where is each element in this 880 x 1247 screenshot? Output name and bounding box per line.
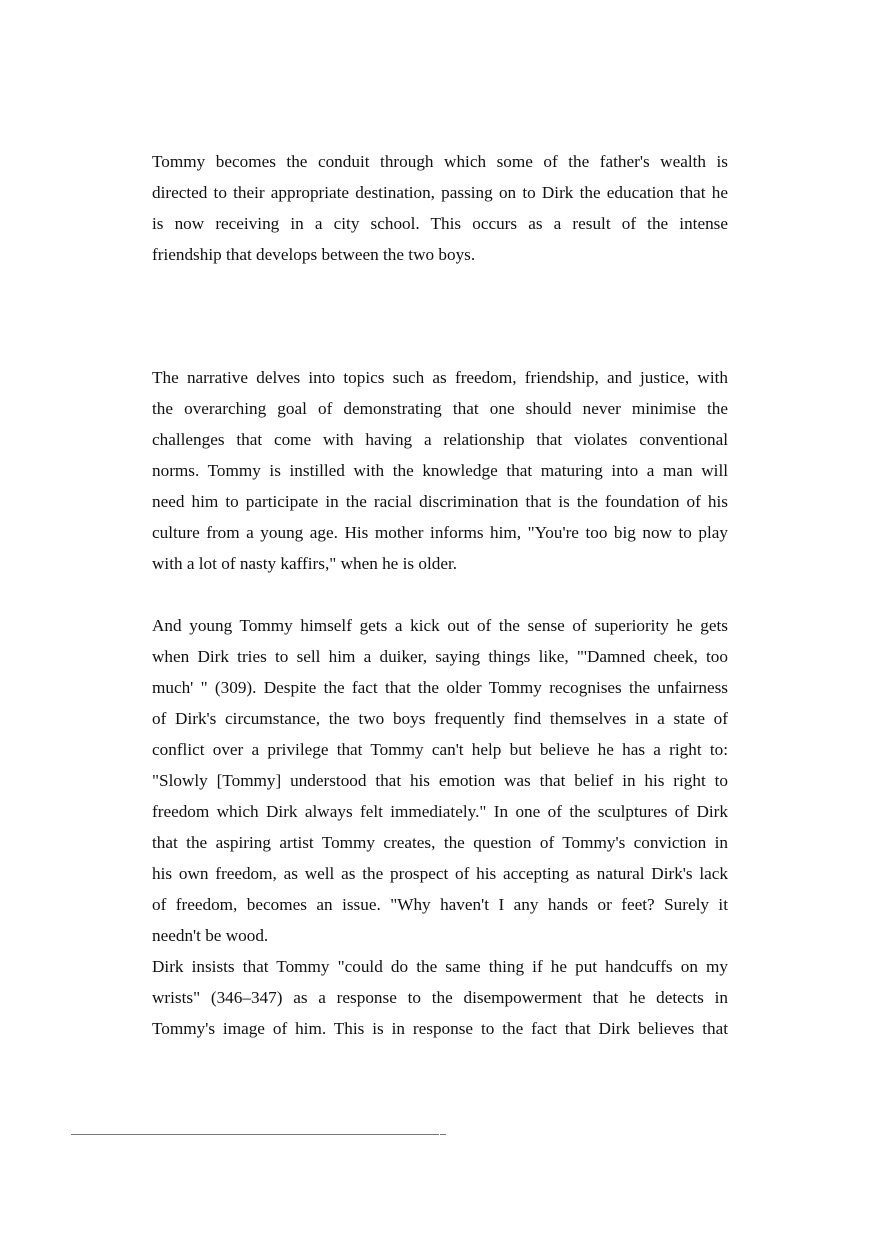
- text-line: culture from a young age. His mother informs him, "You're too big now to play: [152, 523, 728, 542]
- text-line: of freedom, becomes an issue. "Why haven't I any hands or feet? Surely it: [152, 895, 728, 914]
- paragraph-superiority: [152, 610, 728, 951]
- text-line: Tommy becomes the conduit through which some of the father's wealth is: [152, 152, 728, 171]
- footnote-separator-tail: [440, 1134, 446, 1135]
- text-line: need him to participate in the racial discrimination that is the foundation of his: [152, 492, 728, 511]
- paragraph-dirk-insists: [152, 951, 728, 1044]
- text-line: Tommy's image of him. This is in response to the fact that Dirk believes that: [152, 1019, 728, 1038]
- text-line: needn't be wood.: [152, 926, 269, 945]
- text-line: when Dirk tries to sell him a duiker, saying things like, "'Damned cheek, too: [152, 647, 728, 666]
- text-line: the overarching goal of demonstrating that one should never minimise the: [152, 399, 728, 418]
- text-line: is now receiving in a city school. This occurs as a result of the intense: [152, 214, 728, 233]
- text-line: And young Tommy himself gets a kick out of the sense of superiority he gets: [152, 616, 728, 635]
- text-line: The narrative delves into topics such as freedom, friendship, and justice, with: [152, 368, 728, 387]
- paragraph-wealth-conduit: [152, 146, 728, 270]
- text-line: Dirk insists that Tommy "could do the same thing if he put handcuffs on my: [152, 957, 728, 976]
- footnote-separator: [71, 1134, 439, 1135]
- text-line: norms. Tommy is instilled with the knowledge that maturing into a man will: [152, 461, 728, 480]
- text-line: challenges that come with having a relationship that violates conventional: [152, 430, 728, 449]
- text-line: friendship that develops between the two boys.: [152, 245, 476, 264]
- text-line: freedom which Dirk always felt immediately." In one of the sculptures of Dirk: [152, 802, 728, 821]
- text-line: wrists" (346–347) as a response to the disempowerment that he detects in: [152, 988, 728, 1007]
- text-line: with a lot of nasty kaffirs," when he is older.: [152, 554, 458, 573]
- text-line: directed to their appropriate destination, passing on to Dirk the education that he: [152, 183, 728, 202]
- paragraph-narrative-themes: [152, 362, 728, 579]
- text-line: of Dirk's circumstance, the two boys frequently find themselves in a state of: [152, 709, 728, 728]
- text-line: much' " (309). Despite the fact that the older Tommy recognises the unfairness: [152, 678, 728, 697]
- text-line: "Slowly [Tommy] understood that his emotion was that belief in his right to: [152, 771, 728, 790]
- text-line: his own freedom, as well as the prospect of his accepting as natural Dirk's lack: [152, 864, 728, 883]
- text-line: conflict over a privilege that Tommy can't help but believe he has a right to:: [152, 740, 728, 759]
- text-line: that the aspiring artist Tommy creates, the question of Tommy's conviction in: [152, 833, 728, 852]
